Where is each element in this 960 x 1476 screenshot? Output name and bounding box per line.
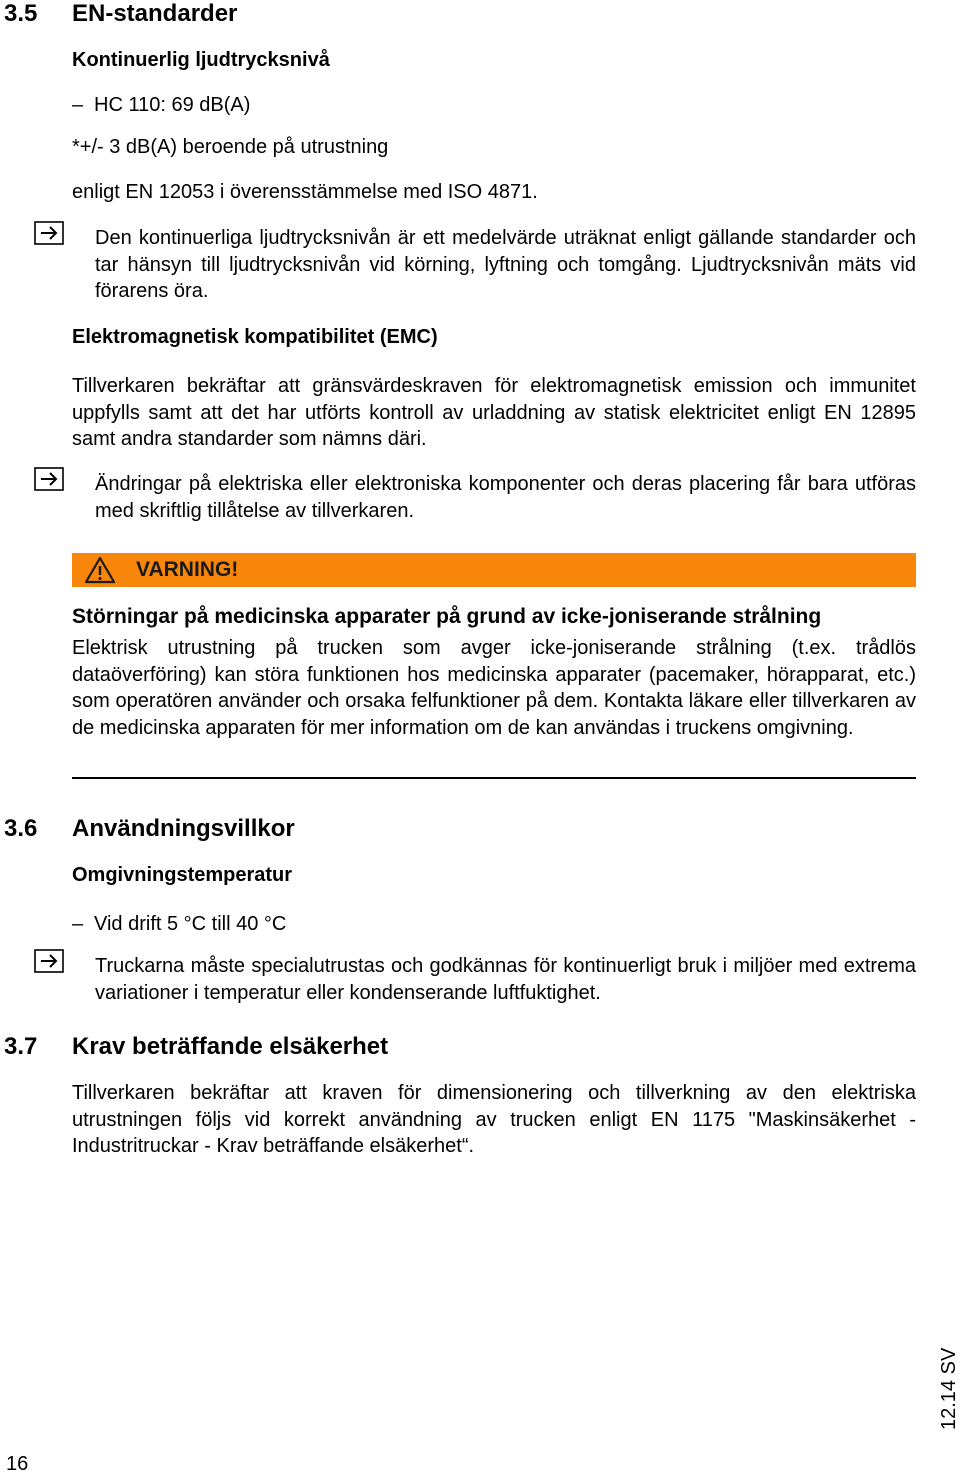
standard-ref-text: enligt EN 12053 i överensstämmelse med ISO 4871. bbox=[72, 181, 538, 203]
warning-triangle-icon bbox=[84, 556, 116, 584]
section-36-title: Användningsvillkor bbox=[72, 815, 295, 842]
note-arrow-icon bbox=[34, 949, 64, 973]
warning-heading: Störningar på medicinska apparater på grund av icke-joniserande strålning bbox=[72, 605, 822, 628]
noise-item-text: HC 110: 69 dB(A) bbox=[94, 94, 251, 116]
section-37-title: Krav beträffande elsäkerhet bbox=[72, 1033, 389, 1060]
note-temperature: Truckarna måste specialutrustas och godkännas för kontinuerligt bruk i miljöer med extrema variationer i temperatur eller kondenserande luftfuktighet. bbox=[95, 955, 916, 1004]
warning-end-rule bbox=[72, 777, 916, 779]
section-35-number: 3.5 bbox=[4, 0, 38, 27]
list-dash: – bbox=[72, 913, 84, 935]
tolerance-text: *+/- 3 dB(A) beroende på utrustning bbox=[72, 136, 389, 158]
section-35-title: EN-standarder bbox=[72, 0, 238, 27]
section-36-number: 3.6 bbox=[4, 815, 38, 842]
page-number: 16 bbox=[6, 1453, 29, 1475]
emc-heading: Elektromagnetisk kompatibilitet (EMC) bbox=[72, 326, 438, 348]
note-arrow-icon bbox=[34, 467, 64, 491]
warning-bar bbox=[72, 553, 916, 587]
section-37-number: 3.7 bbox=[4, 1033, 38, 1060]
note-arrow-icon bbox=[34, 221, 64, 245]
noise-list-item bbox=[72, 92, 250, 118]
warning-text: Elektrisk utrustning på trucken som avger icke-joniserande strålning (t.ex. trådlös dataöverföring) kan störa funktionen hos medicinska apparater (pacemaker, hörapparat, etc.) som operatören använder och orsaka felfunktioner på dem. Kontakta läkare eller tillverkaren av de medicinska apparaten för mer information om de kan användas i truckens omgivning. bbox=[72, 637, 916, 740]
note-noise: Den kontinuerliga ljudtrycksnivån är ett medelvärde uträknat enligt gällande standarder och tar hänsyn till ljudtrycksnivån vid körning, lyftning och tomgång. Ljudtrycksnivån mäts vid förarens öra. bbox=[95, 227, 916, 303]
noise-heading: Kontinuerlig ljudtrycksnivå bbox=[72, 49, 330, 71]
note-emc: Ändringar på elektriska eller elektroniska komponenter och deras placering får bara utföras med skriftlig tillåtelse av tillverkaren. bbox=[95, 473, 916, 522]
warning-label: VARNING! bbox=[136, 558, 239, 581]
temp-heading: Omgivningstemperatur bbox=[72, 864, 293, 886]
temp-list-item bbox=[72, 911, 286, 937]
list-dash: – bbox=[72, 94, 84, 116]
emc-text: Tillverkaren bekräftar att gränsvärdeskraven för elektromagnetisk emission och immunitet uppfylls samt att det har utförts kontroll av urladdning av statisk elektricitet enligt EN 12895 samt andra standarder som nämns däri. bbox=[72, 375, 916, 451]
edition-label: 12.14 SV bbox=[938, 1347, 960, 1430]
electrical-safety-text: Tillverkaren bekräftar att kraven för dimensionering och tillverkning av den elektriska utrustningen följs vid korrekt användning av trucken enligt EN 1175 "Maskinsäkerhet - Industritruckar - Krav beträffande elsäkerhet“. bbox=[72, 1082, 916, 1158]
temp-item-text: Vid drift 5 °C till 40 °C bbox=[94, 913, 287, 935]
